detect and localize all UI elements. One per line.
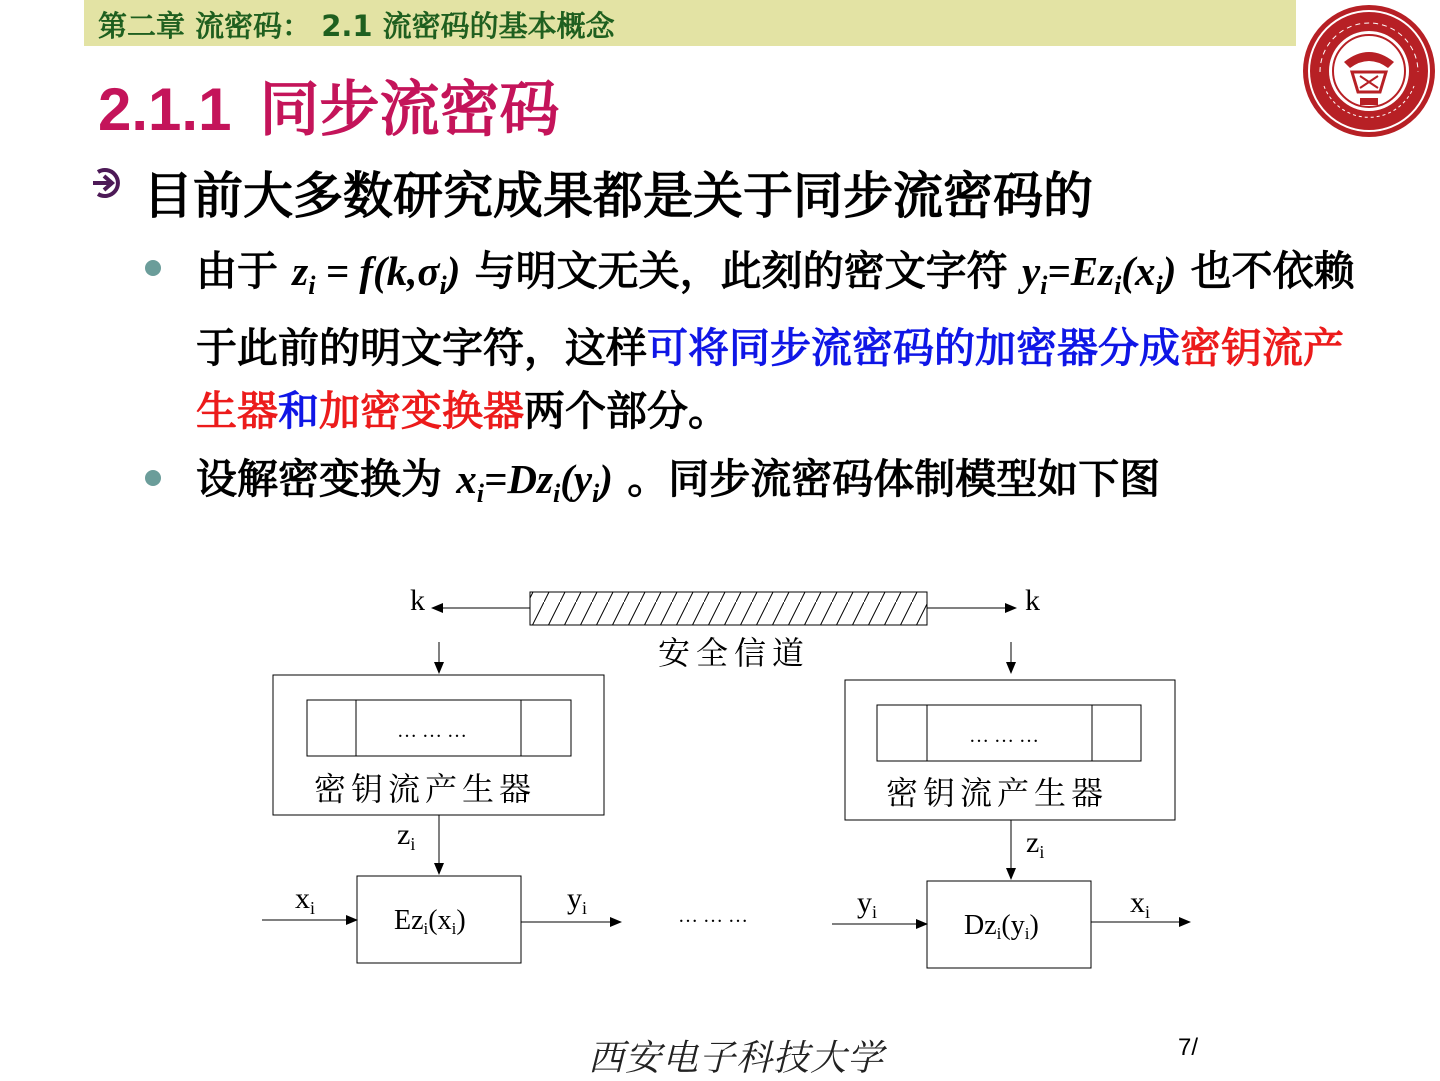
encryption-label: Ezi(xi) <box>394 905 466 938</box>
ciphertext-output-label: $y_i$ <box>567 882 588 918</box>
xidian-university-seal-icon <box>1300 2 1438 140</box>
svg-text:… … …: … … … <box>397 720 467 742</box>
plaintext-output-label: $x_i$ <box>1130 886 1151 922</box>
highlight-red: 密钥流产生器 <box>196 324 1344 436</box>
z-label-left: $z_i$ <box>397 818 416 854</box>
bullet-level2-item-2 <box>196 448 1356 525</box>
plaintext-input-label: $x_i$ <box>295 882 316 918</box>
text-segment: 。同步流密码体制模型如下图 <box>612 455 1161 503</box>
chapter-title: 第二章 流密码： 2.1 流密码的基本概念 <box>98 9 615 43</box>
header-bar <box>84 0 1296 46</box>
keystream-generator-label-left: 密钥流产生器 <box>314 771 537 807</box>
math-segment: $x_i=Dz_i(y_i)$ <box>456 456 613 509</box>
z-label-right: $z_i$ <box>1026 826 1045 862</box>
page-number: 7/ <box>1178 1034 1199 1061</box>
bullet-level2-item-1 <box>196 240 1356 443</box>
text-segment: 也不依赖于此前的明文字符，这样 <box>196 247 1355 373</box>
text-segment: 两个部分。 <box>524 387 729 436</box>
highlight-blue: 可将同步流密码的加密器分成 <box>647 324 1180 373</box>
bullet-level1-text: 目前大多数研究成果都是关于同步流密码的 <box>143 167 1093 225</box>
sync-stream-cipher-diagram <box>240 570 1200 980</box>
decryption-label: Dzi(yi) <box>964 910 1039 943</box>
math-segment: $y_i=Ez_i(x_i)$ <box>1021 248 1177 301</box>
key-label-right: k <box>1025 584 1040 617</box>
secure-channel-bar <box>530 592 927 625</box>
text-segment: 与明文无关，此刻的密文字符 <box>460 247 1022 295</box>
channel-ellipsis: … … … <box>678 905 748 927</box>
section-title <box>98 62 559 148</box>
highlight-red: 加密变换器 <box>319 387 524 436</box>
arrow-circle-icon <box>90 166 124 200</box>
svg-text:… … …: … … … <box>969 725 1039 747</box>
dot-icon <box>145 260 161 276</box>
secure-channel-label: 安全信道 <box>658 635 811 671</box>
dot-icon <box>145 470 161 486</box>
highlight-blue: 和 <box>278 387 319 436</box>
section-number: 2.1.1 <box>98 76 232 143</box>
ciphertext-input-label: $y_i$ <box>857 886 878 922</box>
key-label-left: k <box>410 584 425 617</box>
section-heading: 同步流密码 <box>259 75 560 145</box>
university-footer-logo: 西安电子科技大学 <box>588 1038 885 1079</box>
text-segment: 由于 <box>196 247 293 295</box>
keystream-generator-label-right: 密钥流产生器 <box>886 775 1109 811</box>
text-segment: 设解密变换为 <box>196 455 457 503</box>
math-segment: $z_i = f(k,\sigma_i)$ <box>292 248 461 301</box>
